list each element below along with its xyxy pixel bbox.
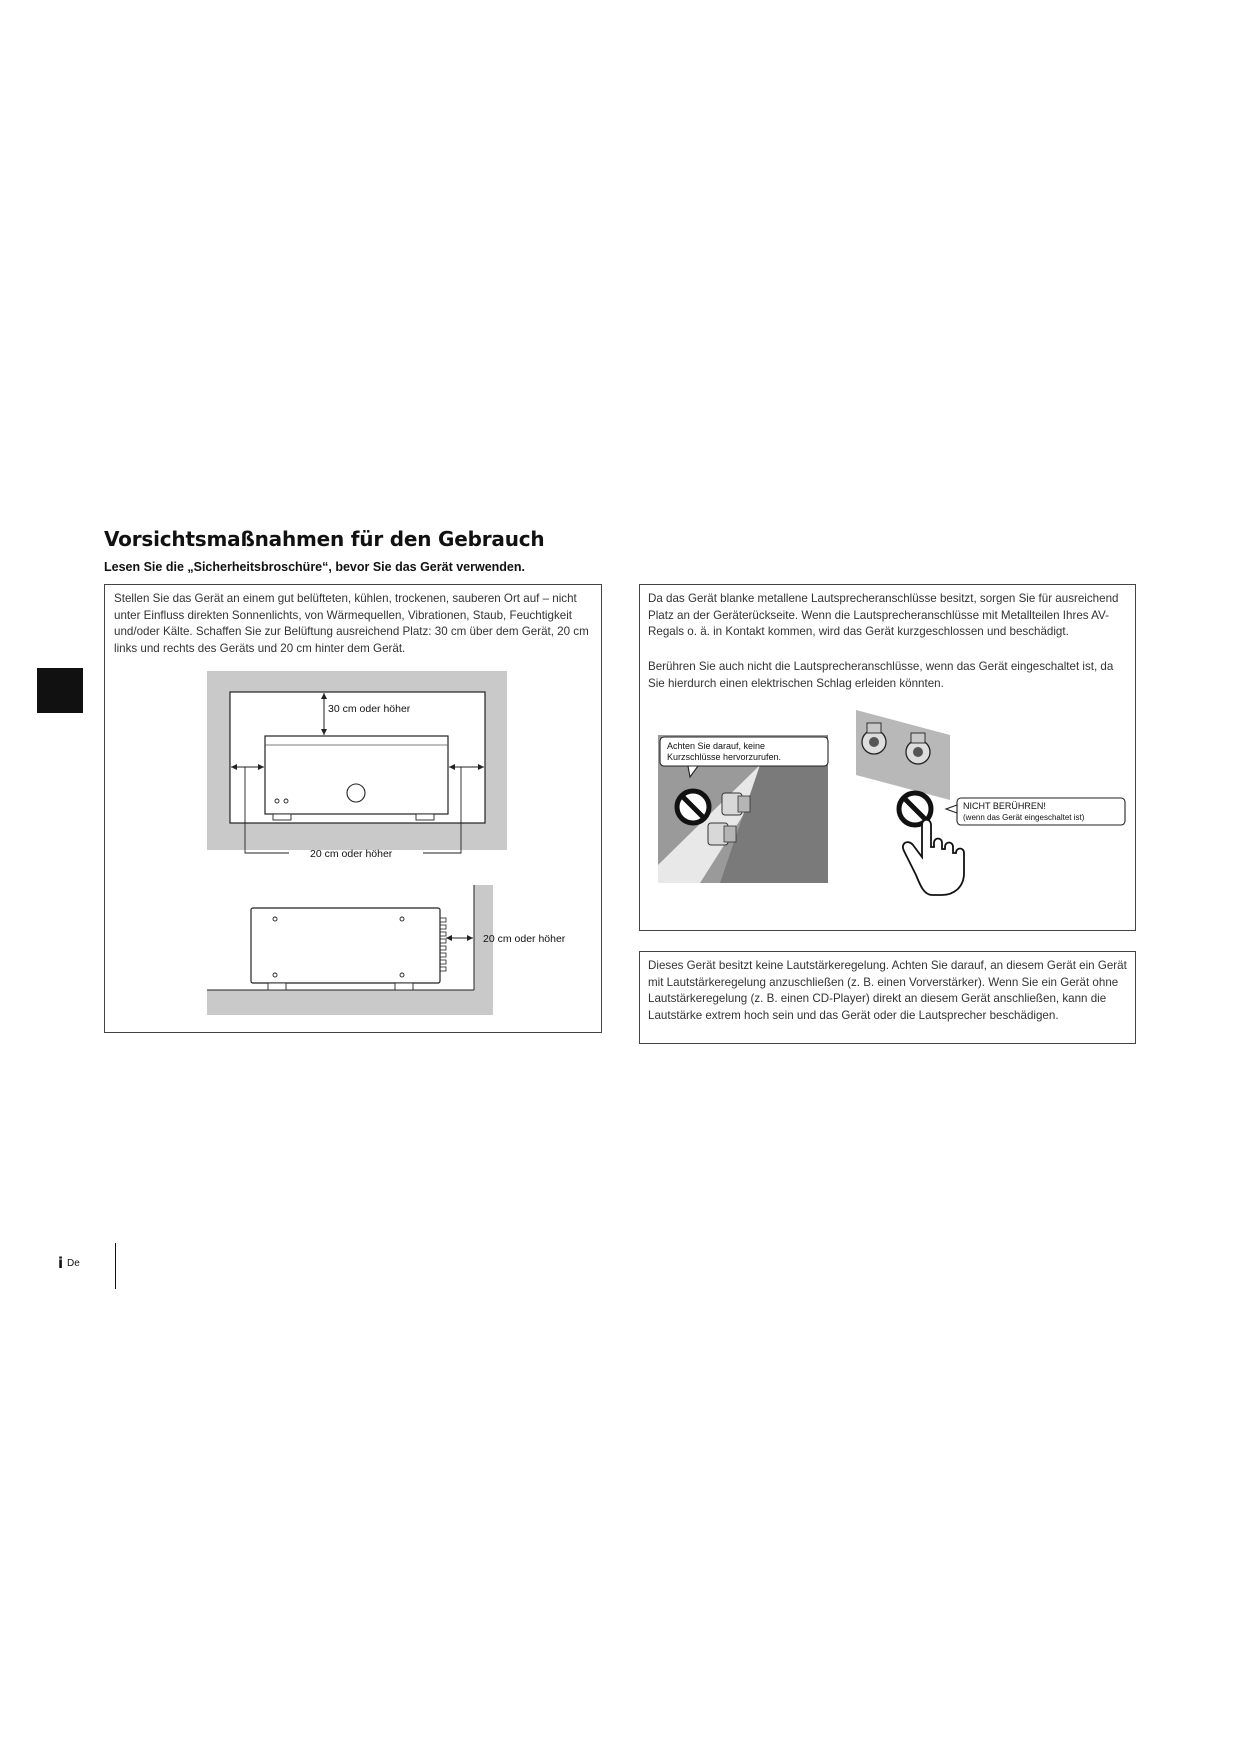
ventilation-notice-box: [104, 584, 602, 1033]
device-side-view: [251, 908, 440, 983]
footer-divider: [115, 1243, 116, 1289]
ventilation-diagram: [105, 585, 603, 1034]
volume-knob-icon: [347, 784, 365, 802]
electric-shock-text: Berühren Sie auch nicht die Lautsprecheranschlüsse, wenn das Gerät eingeschaltet ist, da Sie hierdurch einen elektrischen Schlag erleiden könnten.: [648, 660, 1114, 690]
short-circuit-text: Da das Gerät blanke metallene Lautsprecheranschlüsse besitzt, sorgen Sie für ausreichend Platz an der Geräterückseite. Wenn die Lautsprecheranschlüsse mit Metallteilen Ihres AV-Regals o. ä. in Kontakt kommen, wird das Gerät kurzgeschlossen und beschädigt.: [648, 592, 1119, 639]
label-side-clearance: 20 cm oder höher: [310, 848, 393, 860]
prohibition-icon: [677, 791, 709, 823]
ventilation-text: Stellen Sie das Gerät an einem gut belüfteten, kühlen, trockenen, sauberen Ort auf – nicht unter Einfluss direkten Sonnenlichts, von Wärmequellen, Vibrationen, Staub, Feuchtigkeit und/oder Kälte. Schaffen Sie zur Belüftung ausreichend Platz: 30 cm über dem Gerät, 20 cm links und rechts des Geräts und 20 cm hinter dem Gerät.: [114, 592, 589, 656]
speaker-terminal-illustration: [640, 585, 1137, 932]
page-subtitle: Lesen Sie die „Sicherheitsbroschüre“, bevor Sie das Gerät verwenden.: [104, 560, 525, 574]
page-title: Vorsichtsmaßnahmen für den Gebrauch: [104, 527, 545, 551]
callout-touch-line1: NICHT BERÜHREN!: [963, 801, 1046, 811]
floor-shading: [207, 990, 493, 1015]
label-top-clearance: 30 cm oder höher: [328, 703, 411, 715]
page-number: i: [58, 1254, 64, 1272]
section-tab-marker: [37, 668, 83, 713]
label-back-clearance: 20 cm oder höher: [483, 933, 566, 945]
callout-short-line1: Achten Sie darauf, keine: [667, 741, 766, 751]
callout-short-line2: Kurzschlüsse hervorzurufen.: [667, 752, 782, 762]
back-wall-shading: [474, 885, 493, 1015]
language-code: De: [67, 1258, 80, 1269]
callout-touch-line2: (wenn das Gerät eingeschaltet ist): [963, 813, 1085, 822]
volume-control-notice-box: [639, 951, 1136, 1044]
speaker-terminal-notice-box: [639, 584, 1136, 931]
hand-pointer-icon: [903, 820, 964, 895]
volume-control-text: Dieses Gerät besitzt keine Lautstärkeregelung. Achten Sie darauf, an diesem Gerät ein Gerät mit Lautstärkeregelung anzuschließen (z. B. einen Vorverstärker). Wenn Sie ein Gerät ohne Lautstärkeregelung (z. B. einen CD-Player) direkt an diesem Gerät anschließen, kann die Lautstärke extrem hoch sein und das Gerät oder die Lautsprecher beschädigen.: [648, 959, 1127, 1023]
